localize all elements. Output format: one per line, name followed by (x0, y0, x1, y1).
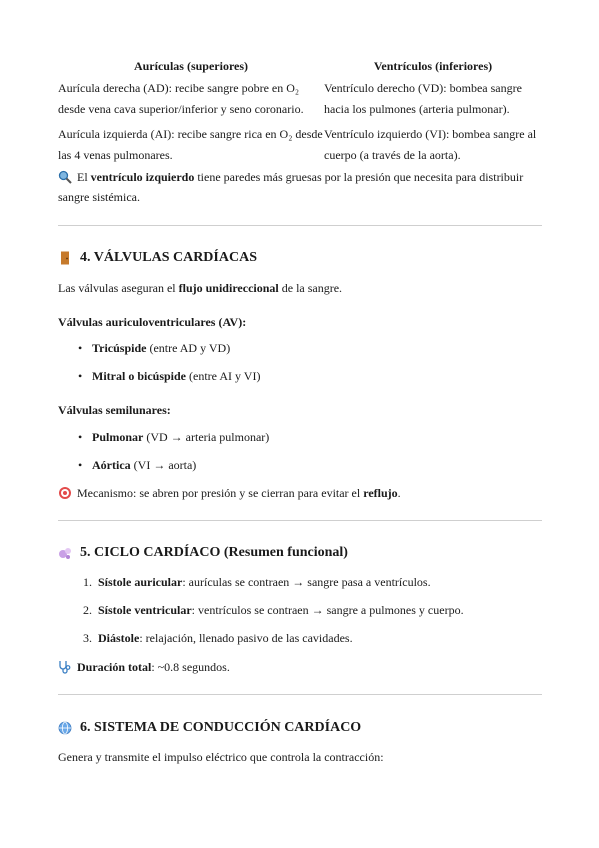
divider (58, 225, 542, 226)
list-item (78, 628, 353, 648)
table-cell: Ventrículo derecho (VD): bombea sangre hacia los pulmones (arteria pulmonar). (324, 81, 522, 116)
mechanism-line (58, 483, 401, 503)
semi-heading: Válvulas semilunares: (58, 403, 171, 417)
section-heading (58, 718, 361, 738)
duration-text: : ~0.8 segundos. (151, 660, 230, 674)
conduction-intro: Genera y transmite el impulso eléctrico que controla la contracción: (58, 750, 384, 764)
stethoscope-icon (58, 660, 72, 674)
target-icon (58, 486, 72, 500)
item-bold: Tricúspide (92, 341, 147, 355)
divider (58, 694, 542, 695)
intro-bold: flujo unidireccional (178, 281, 279, 295)
note-text: El (77, 170, 91, 184)
item-text: : ventrículos se contraen → sangre a pulmones y cuerpo. (191, 603, 464, 617)
duration-bold: Duración total (77, 660, 152, 674)
table-header-row (58, 56, 542, 76)
globe-icon (58, 721, 72, 735)
table-cell: Aurícula izquierda (AI): recibe sangre rica en O₂ desde las 4 venas pulmonares. (58, 127, 323, 162)
item-bold: Pulmonar (92, 430, 144, 444)
item-number: 3. (83, 631, 92, 645)
list-item: • Tricúspide (entre AD y VD) (78, 341, 231, 355)
chambers-table (58, 56, 542, 168)
intro-text-rest: de la sangre. (278, 281, 343, 295)
ventricle-note (58, 167, 542, 207)
item-text: (VD → arteria pulmonar) (143, 430, 270, 444)
mechanism-text: Mecanismo: se abren por presión y se cierran para evitar el (77, 486, 364, 500)
item-text: (entre AD y VD) (146, 341, 231, 355)
table-header: Ventrículos (inferiores) (373, 58, 493, 73)
note-text-rest: tiene paredes más gruesas por la presión que necesita para distribuir sangre sistémica. (58, 170, 524, 204)
item-bold: Mitral o bicúspide (92, 369, 187, 383)
item-number: 2. (83, 603, 92, 617)
door-icon (58, 251, 72, 265)
table-row (58, 76, 542, 122)
item-bold: Diástole (98, 631, 140, 645)
valves-intro (58, 278, 342, 298)
item-text: (entre AI y VI) (186, 369, 261, 383)
cells-icon (58, 546, 72, 560)
list-item: • Pulmonar (VD → arteria pulmonar) (78, 430, 270, 444)
duration-line (58, 657, 230, 677)
list-item: • Mitral o bicúspide (entre AI y VI) (78, 369, 261, 383)
section-heading (58, 543, 348, 563)
section-title: 6. SISTEMA DE CONDUCCIÓN CARDÍACO (80, 720, 362, 735)
list-item: • Aórtica (VI → aorta) (78, 458, 197, 472)
item-bold: Sístole auricular (98, 575, 183, 589)
item-text: : relajación, llenado pasivo de las cavidades. (139, 631, 353, 645)
mechanism-text-end: . (397, 486, 401, 500)
table-header: Aurículas (superiores) (133, 58, 249, 73)
magnifier-icon (58, 170, 72, 184)
intro-text: Las válvulas aseguran el (58, 281, 179, 295)
section-title: 5. CICLO CARDÍACO (Resumen funcional) (80, 545, 348, 560)
item-bold: Sístole ventricular (98, 603, 192, 617)
av-heading: Válvulas auriculoventriculares (AV): (58, 315, 247, 329)
item-number: 1. (83, 575, 92, 589)
table-cell: Ventrículo izquierdo (VI): bombea sangre al cuerpo (a través de la aorta). (324, 127, 537, 162)
list-item (78, 600, 464, 620)
table-row (58, 122, 542, 168)
divider (58, 520, 542, 521)
section-heading (58, 248, 257, 268)
item-text: (VI → aorta) (130, 458, 197, 472)
note-bold: ventrículo izquierdo (90, 170, 195, 184)
item-bold: Aórtica (92, 458, 131, 472)
table-cell: Aurícula derecha (AD): recibe sangre pobre en O₂ desde vena cava superior/inferior y seno coronario. (58, 81, 304, 116)
item-text: : aurículas se contraen → sangre pasa a ventrículos. (182, 575, 431, 589)
mechanism-bold: reflujo (363, 486, 398, 500)
list-item (78, 572, 431, 592)
section-title: 4. VÁLVULAS CARDÍACAS (80, 250, 257, 265)
